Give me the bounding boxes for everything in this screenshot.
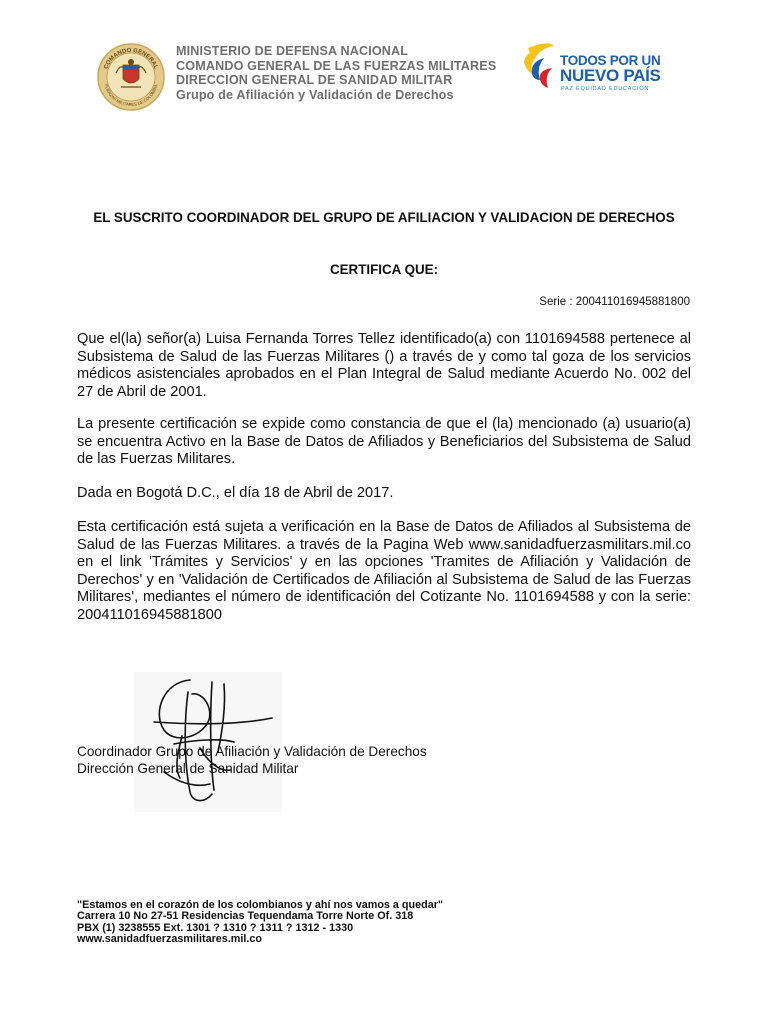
handwritten-signature — [134, 672, 282, 812]
paragraph-date: Dada en Bogotá D.C., el día 18 de Abril de 2017. — [77, 485, 394, 501]
document-title: EL SUSCRITO COORDINADOR DEL GRUPO DE AFILIACION Y VALIDACION DE DERECHOS — [93, 210, 675, 225]
footer — [77, 900, 443, 946]
military-seal-logo — [96, 43, 166, 111]
logo-line1: TODOS POR UN — [560, 53, 661, 68]
footer-quote: "Estamos en el corazón de los colombianos y ahí nos vamos a quedar" — [77, 899, 444, 911]
seal-text-top: COMANDO GENERAL — [103, 47, 159, 71]
group-name: Grupo de Afiliación y Validación de Derechos — [176, 87, 454, 102]
footer-phone: PBX (1) 3238555 Ext. 1301 ? 1310 ? 1311 ? 1312 - 1330 — [77, 921, 354, 934]
serial-number: Serie : 200411016945881800 — [539, 296, 690, 308]
signer-block — [77, 743, 427, 777]
paragraph-status: La presente certificación se expide como constancia de que el (la) mencionado (a) usuario(a) se encuentra Activo en la Base de Datos de Afiliados y Beneficiarios del Subsistema de Salud de las Fuerzas Militares. — [77, 416, 691, 468]
document-subtitle: CERTIFICA QUE: — [329, 262, 439, 277]
logo-line2: NUEVO PAÍS — [560, 66, 661, 85]
paragraph-verification: Esta certificación está sujeta a verificación en la Base de Datos de Afiliados al Subsistema de Salud de las Fuerzas Militares. a través de la Pagina Web www.sanidadfuerzasmilitars.mil.co en el link 'Trámites y Servicios' y en las opciones 'Tramites de Afiliación y Validación de Derechos' y en 'Validación de Certificados de Afiliación al Subsistema de Salud de las Fuerzas Militares', mediantes el número de identificación del Cotizante No. 1101694588 y con la serie: 200411016945881800 — [77, 519, 691, 623]
signer-department: Dirección General de Sanidad Militar — [77, 761, 299, 776]
flag-swoosh-icon — [518, 40, 558, 96]
footer-website: www.sanidadfuerzasmilitares.mil.co — [77, 933, 263, 946]
seal-text-bottom: FUERZAS MILITARES DE COLOMBIA — [103, 83, 159, 108]
todos-por-un-nuevo-pais-logo — [518, 40, 661, 96]
signer-title: Coordinador Grupo de Afiliación y Validación de Derechos — [77, 744, 427, 759]
logo-tagline: PAZ EQUIDAD EDUCACIÓN — [561, 86, 650, 92]
ministry-name: MINISTERIO DE DEFENSA NACIONAL — [176, 44, 409, 58]
header-institution-block — [176, 44, 496, 102]
paragraph-affiliation: Que el(la) señor(a) Luisa Fernanda Torres Tellez identificado(a) con 1101694588 pertenece al Subsistema de Salud de las Fuerzas Militares () a través de y como tal goza de los servicios médicos asistenciales aprobados en el Plan Integral de Salud mediante Acuerdo No. 002 del 27 de Abril de 2001. — [77, 331, 691, 400]
footer-address: Carrera 10 No 27-51 Residencias Tequendama Torre Norte Of. 318 — [77, 910, 414, 923]
direction-name: DIRECCION GENERAL DE SANIDAD MILITAR — [176, 73, 453, 88]
command-name: COMANDO GENERAL DE LAS FUERZAS MILITARES — [176, 58, 497, 73]
